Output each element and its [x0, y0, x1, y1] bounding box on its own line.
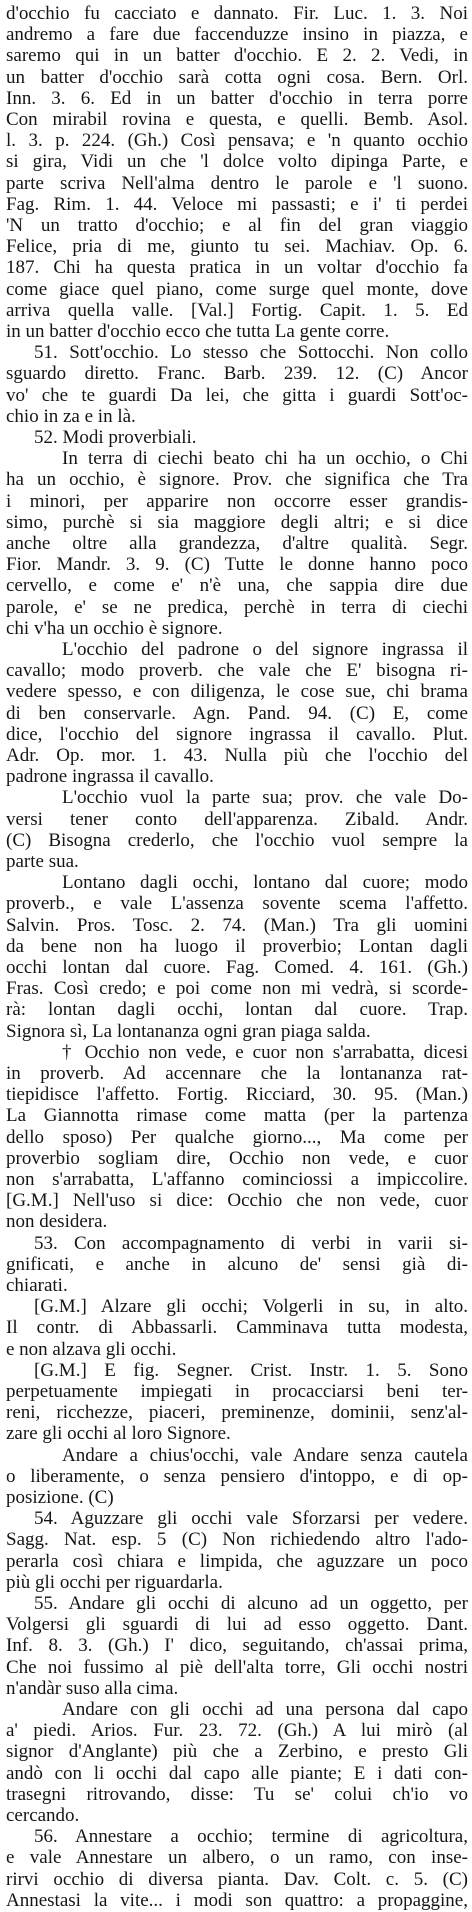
text-line: vo' che te guardi Da lei, che gitta i guardi Sott'oc- [6, 384, 468, 406]
text-line: rà: lontan dagli occhi, lontan dal cuore. Trap. [6, 999, 468, 1021]
text-line: andò con li occhi dal capo alle piante; E i dati con- [6, 1762, 468, 1784]
text-line: o liberamente, o senza pensiero d'intoppo, e di op- [6, 1465, 468, 1487]
text-line: versi tener conto dell'apparenza. Zibald. Andr. [6, 808, 468, 830]
text-line: sguardo diretto. Franc. Barb. 239. 12. (C) Ancor [6, 363, 468, 385]
text-line: † Occhio non vede, e cuor non s'arrabatta, dicesi [62, 1041, 468, 1063]
text-line: simo, purchè si sia maggiore degli altri; e si dice [6, 511, 468, 533]
text-line: cavallo; modo proverb. che vale che E' bisogna ri- [6, 660, 468, 682]
text-line: 56. Annestare a occhio; termine di agricoltura, [34, 1826, 468, 1848]
text-line: 187. Chi ha questa pratica in un voltar d'occhio fa [6, 257, 468, 279]
text-line: 54. Aguzzare gli occhi vale Sforzarsi per vedere. [34, 1508, 468, 1530]
text-line: [G.M.] E fig. Segner. Crist. Instr. 1. 5. Sono [34, 1359, 468, 1381]
text-line: chiarati. [6, 1275, 68, 1296]
text-line: trasegni ritrovando, disse: Tu se' colui ch'io vo [6, 1783, 468, 1805]
text-line: reni, ricchezze, piaceri, preminenze, dominii, senz'al- [6, 1402, 468, 1424]
text-line: saremo qui in un batter d'occhio. E 2. 2. Vedi, in [6, 45, 468, 67]
text-line: Signora sì, La lontananza ogni gran piaga salda. [6, 1020, 371, 1042]
text-line: [G.M.] Alzare gli occhi; Volgerli in su, in alto. [34, 1296, 468, 1318]
text-line: un batter d'occhio sarà cotta ogni cosa. Bern. Orl. [6, 66, 468, 88]
text-line: più gli occhi per riguardarla. [6, 1571, 223, 1593]
text-line: chio in za e in là. [6, 405, 136, 427]
text-line: Lontano dagli occhi, lontano dal cuore; modo [62, 872, 468, 894]
text-line: Inn. 3. 6. Ed in un batter d'occhio in terra porre [6, 87, 468, 109]
text-line: (C) Bisogna crederlo, che l'occhio vuol sempre la [6, 829, 468, 851]
text-line: in proverb. Ad accennare che la lontananza rat- [6, 1063, 468, 1084]
text-line: perpetuamente impiegati in procacciarsi beni ter- [6, 1381, 468, 1402]
text-line: 55. Andare gli occhi di alcuno ad un oggetto, per [34, 1593, 468, 1614]
text-line: L'occhio del padrone o del signore ingrassa il [62, 639, 468, 660]
text-line: 53. Con accompagnamento di verbi in varii si- [34, 1232, 468, 1254]
text-line: Andare con gli occhi ad una persona dal capo [62, 1699, 468, 1720]
text-line: arriva quella valle. [Val.] Fortig. Capit. 1. 5. Ed [6, 299, 468, 321]
text-line: cervello, e come e' n'è una, che sappia dire due [6, 575, 468, 597]
text-line: si gira, Vidi un che 'l dolce volto dipinga Parte, e [6, 151, 468, 173]
text-line: rirvi occhio di diversa pianta. Dav. Colt. c. 5. (C) [6, 1868, 468, 1890]
text-line: vedere spesso, e con diligenza, le cose sue, chi brama [6, 681, 468, 703]
text-line: di ben conservarle. Agn. Pand. 94. (C) E, come [6, 702, 468, 724]
text-line: Fras. Così credo; e poi come non mi vedrà, si scorde- [6, 978, 468, 1000]
text-line: chi v'ha un occhio è signore. [6, 617, 223, 639]
text-line: perarla così chiara e limpida, che aguzzare un poco [6, 1550, 468, 1572]
text-line: dello sposo) Per qualche giorno..., Ma come per [6, 1126, 468, 1148]
text-line: La Giannotta rimase come matta (per la partenza [6, 1105, 468, 1127]
text-line: non desidera. [6, 1211, 108, 1233]
text-line: Volgersi gli sguardi di lui ad esso oggetto. Dant. [6, 1614, 468, 1636]
text-line: Adr. Op. mor. 1. 43. Nulla più che l'occhio del [6, 745, 468, 766]
text-line: anche oltre alla grandezza, d'altre qualità. Segr. [6, 533, 468, 554]
text-line: a' piedi. Arios. Fur. 23. 72. (Gh.) A lui mirò (al [6, 1720, 468, 1742]
text-line: Felice, pria di me, giunto tu sei. Machiav. Op. 6. [6, 236, 468, 258]
text-line: d'occhio fu cacciato e dannato. Fir. Luc. 1. 3. Noi [6, 3, 468, 24]
text-line: proverbio sogliam dire, Occhio non vede, e cuor [6, 1147, 468, 1169]
text-line: parte scriva Nell'alma dentro le parole e 'l suono. [6, 172, 468, 194]
text-line: zare gli occhi al loro Signore. [6, 1423, 231, 1445]
text-line: 52. Modi proverbiali. [34, 427, 197, 448]
text-line: [G.M.] Nell'uso si dice: Occhio che non vede, cuor [6, 1190, 468, 1212]
text-line: occhi lontan dal cuore. Fag. Comed. 4. 161. (Gh.) [6, 957, 468, 978]
text-line: cercando. [6, 1805, 80, 1826]
text-line: i minori, per apparire non occorre esser grandis- [6, 490, 468, 512]
text-line: Annestasi la vite... i modi son quattro: a propaggine, [6, 1889, 468, 1911]
text-line: e vale Annestare un albero, o un ramo, con inse- [6, 1847, 468, 1869]
text-line: proverb., e vale L'assenza sovente scema l'affetto. [6, 893, 468, 915]
text-line: tiepidisce l'affetto. Fortig. Ricciard, 30. 95. (Man.) [6, 1084, 468, 1106]
text-line: come giace quel piano, come surge quel monte, dove [6, 278, 468, 300]
text-line: padrone ingrassa il cavallo. [6, 766, 214, 788]
text-line: Fag. Rim. 1. 44. Veloce mi passasti; e i' ti perdei [6, 193, 468, 215]
text-line: ha un occhio, è signore. Prov. che significa che Tra [6, 469, 468, 491]
text-line: dice, l'occhio del signore ingrassa il cavallo. Plut. [6, 723, 468, 745]
text-line: Che noi fussimo al piè dell'alta torre, Gli occhi nostri [6, 1656, 468, 1678]
text-line: Andare a chius'occhi, vale Andare senza cautela [62, 1444, 468, 1466]
text-line: Sagg. Nat. esp. 5 (C) Non richiedendo altro l'ado- [6, 1529, 468, 1551]
text-line: gnificati, e anche in alcuno de' sensi già di- [6, 1253, 468, 1275]
text-line: andremo a fare due faccenduzze insino in piazza, e [6, 24, 468, 46]
text-line: da bene non ha luogo il proverbio; Lontan dagli [6, 935, 468, 957]
text-line: signor d'Anglante) più che a Zerbino, e presto Gli [6, 1741, 468, 1763]
text-line: 51. Sott'occhio. Lo stesso che Sottocchi. Non collo [34, 342, 468, 364]
text-line: 'N un tratto d'occhio; e al fin del gran viaggio [6, 215, 468, 236]
text-line: l. 3. p. 224. (Gh.) Così pensava; e 'n quanto occhio [6, 130, 468, 152]
text-line: parole, e' se ne predica, perchè in terra di ciechi [6, 596, 468, 618]
text-line: posizione. (C) [6, 1487, 114, 1508]
text-line: Inf. 8. 3. (Gh.) I' dico, seguitando, ch'assai prima, [6, 1635, 468, 1657]
text-line: non s'arrabatta, L'affanno cominciossi a impiccolire. [6, 1169, 468, 1190]
text-line: Con mirabil rovina e questa, e quelli. Bemb. Asol. [6, 109, 468, 130]
text-line: Il contr. di Abbassarli. Camminava tutta modesta, [6, 1317, 468, 1339]
text-line: n'andàr suso alla cima. [6, 1677, 179, 1699]
text-line: Salvin. Pros. Tosc. 2. 74. (Man.) Tra gli uomini [6, 914, 468, 936]
text-line: e non alzava gli occhi. [6, 1338, 177, 1360]
text-line: in un batter d'occhio ecco che tutta La gente corre. [6, 321, 390, 342]
text-line: parte sua. [6, 851, 79, 872]
text-line: In terra di ciechi beato chi ha un occhio, o Chi [62, 448, 468, 470]
text-line: Fior. Mandr. 3. 9. (C) Tutte le donne hanno poco [6, 554, 468, 576]
text-line: L'occhio vuol la parte sua; prov. che vale Do- [62, 787, 468, 809]
